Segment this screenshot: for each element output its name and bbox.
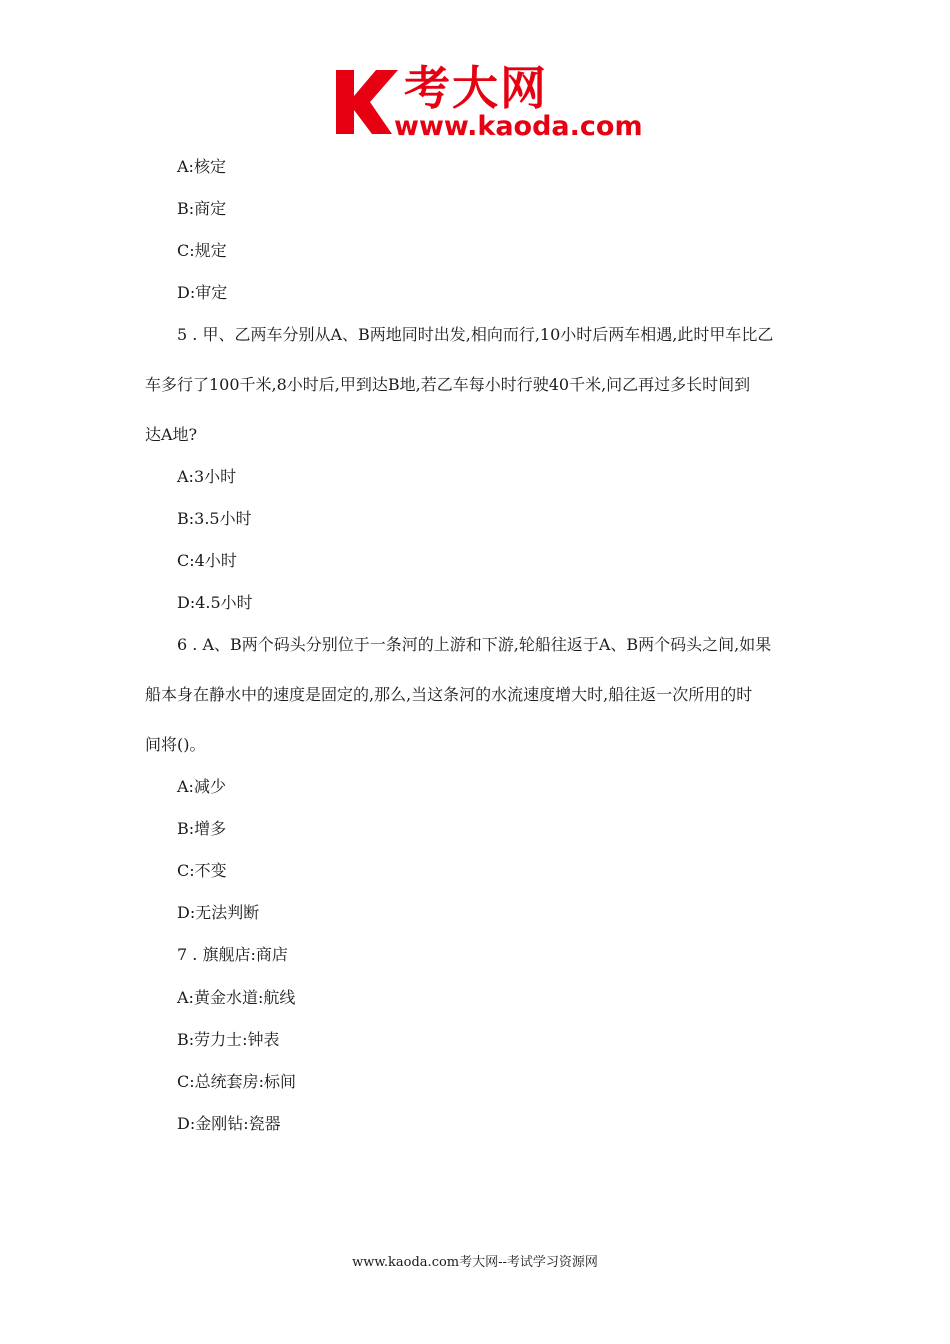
q5-stem-line1: 5 . 甲、乙两车分别从A、B两地同时出发,相向而行,10小时后两车相遇,此时甲车比乙 (177, 325, 774, 344)
logo-title: 考大网 (404, 61, 548, 115)
q5-option-b: B:3.5小时 (177, 509, 252, 528)
q6-option-b: B:增多 (177, 819, 227, 838)
q7-option-d: D:金刚钻:瓷器 (177, 1114, 281, 1133)
q5-option-a: A:3小时 (177, 467, 237, 486)
q7-option-a: A:黄金水道:航线 (177, 988, 296, 1007)
q7-option-c: C:总统套房:标间 (177, 1072, 297, 1091)
kaoda-logo (332, 62, 654, 142)
q7-option-b: B:劳力士:钟表 (177, 1030, 280, 1049)
q5-stem-line3: 达A地? (145, 425, 198, 444)
logo-url: www.kaoda.com (394, 111, 643, 142)
q6-stem-line3: 间将()。 (145, 735, 206, 754)
q4-option-d: D:审定 (177, 283, 228, 302)
q6-stem-line1: 6 . A、B两个码头分别位于一条河的上游和下游,轮船往返于A、B两个码头之间,如果 (177, 635, 772, 654)
q4-option-c: C:规定 (177, 241, 227, 260)
page-footer: www.kaoda.com考大网--考试学习资源网 (352, 1255, 598, 1270)
q5-option-c: C:4小时 (177, 551, 237, 570)
q4-option-a: A:核定 (177, 157, 226, 176)
q7-stem-line1: 7 . 旗舰店:商店 (177, 945, 288, 964)
q6-option-a: A:减少 (177, 777, 226, 796)
q6-stem-line2: 船本身在静水中的速度是固定的,那么,当这条河的水流速度增大时,船往返一次所用的时 (145, 685, 753, 704)
q5-stem-line2: 车多行了100千米,8小时后,甲到达B地,若乙车每小时行驶40千米,问乙再过多长时间到 (145, 375, 751, 394)
q6-option-d: D:无法判断 (177, 903, 260, 922)
q4-option-b: B:商定 (177, 199, 227, 218)
q5-option-d: D:4.5小时 (177, 593, 253, 612)
q6-option-c: C:不变 (177, 861, 227, 880)
